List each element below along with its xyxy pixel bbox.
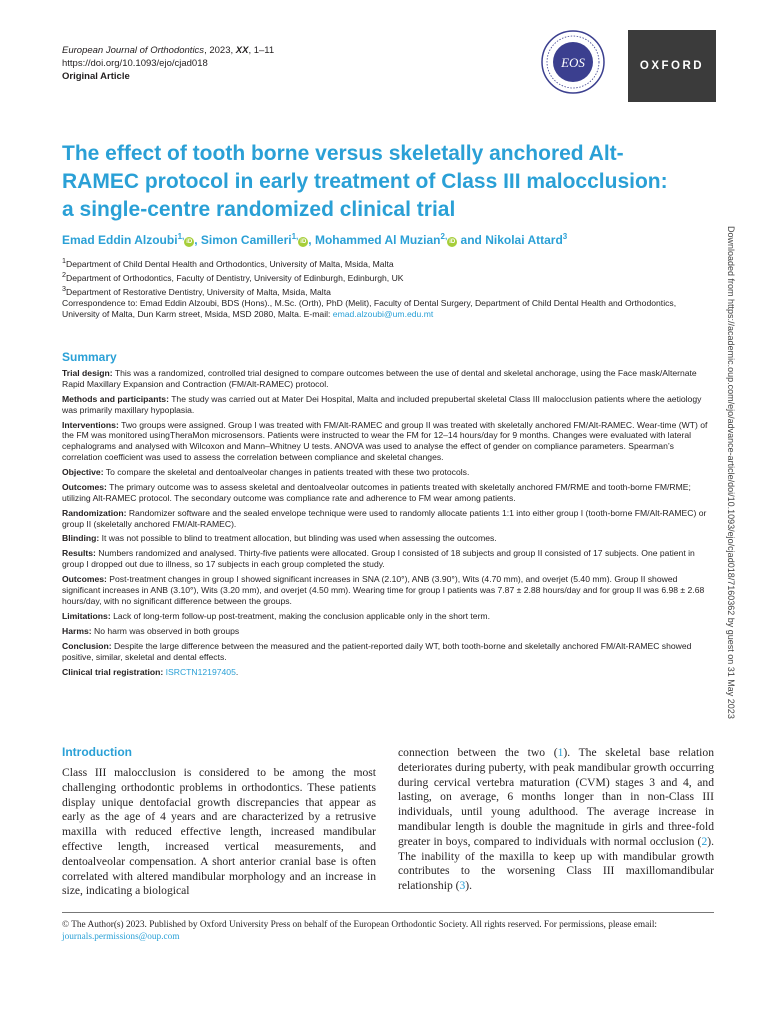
copyright-footer: © The Author(s) 2023. Published by Oxford University Press on behalf of the European Orthodontic Society. All rights reserved. For permissions, please email: journals.permissions@oup.com: [62, 920, 657, 942]
orcid-icon[interactable]: iD: [449, 239, 456, 245]
author-list: [62, 232, 702, 247]
footer-divider: [62, 912, 714, 913]
eos-seal-logo: [541, 30, 605, 94]
trial-registration: Clinical trial registration: ISRCTN12197405.: [62, 666, 239, 677]
reference-link[interactable]: 2: [701, 834, 708, 848]
correspondence-text: Correspondence to: Emad Eddin Alzoubi, BDS (Hons)., M.Sc. (Orth), PhD (Melit), Faculty of Dental Surgery, Department of Child Dental Health and Orthodontics, University of Malta, Dun Karm street, Msida, MSD 2080, Malta. E-mail:: [62, 298, 677, 319]
orcid-icon[interactable]: iD: [186, 239, 193, 245]
doi-link[interactable]: https://doi.org/10.1093/ejo/cjad018: [62, 58, 208, 69]
oxford-logo: OXFORD: [628, 30, 716, 102]
introduction-column-left: Class III malocclusion is considered to be among the most challenging orthodontic problems in orthodontics. These patients display unique dentofacial growth discrepancies that appear as early as the age of 4 years and are characterized by a retrusive maxilla with reduced effective length, increased mandibular effective length, increased vertical measurements, and dentoalveolar compensation. A short anterior cranial base is often correlated with altered mandibular morphology and an increase in size, indicating a biological: [62, 766, 376, 898]
journal-citation: [62, 44, 274, 83]
reference-link[interactable]: 1: [557, 746, 564, 759]
summary-section: Objective: To compare the skeletal and dentoalveolar changes in patients treated with these two protocols.: [62, 466, 470, 477]
article-type: Original Article: [62, 71, 130, 82]
affiliation-item: $^1$Department of Child Dental Health and Orthodontics, University of Malta, Msida, Malta: [62, 257, 394, 269]
author-affil-ref: 1,: [177, 232, 185, 241]
summary-section: Limitations: Lack of long-term follow-up post-treatment, making the conclusion applicable only in the short term.: [62, 610, 490, 621]
summary-section: Results: Numbers randomized and analysed. Thirty-five patients were allocated. Group I consisted of 18 subjects and group II consisted of 17 subjects. One patient in group I dropped out due to illness, so 17 subjects in each group completed the study.: [62, 548, 695, 570]
author-affil-ref: 2,: [440, 232, 448, 241]
journal-pages: , 1–11: [248, 45, 275, 56]
introduction-column-right: connection between the two (1). The skeletal base relation deteriorates during puberty, with peak mandibular growth occurring during cervical vertebra maturation (CVM) stages 3 and 4, and lasting, on average, 6 months longer than in non-Class III individuals, until young adulthood. The average increase in mandibular length is double the magnitude in girls and three-fold greater in boys, compared to individuals with normal occlusion (2). The inability of the maxilla to keep up with mandibular growth contributes to the worsening Class III maxillomandibular relationship (3).: [398, 746, 715, 893]
summary-section: Outcomes: Post-treatment changes in group I showed significant increases in SNA (2.10°), ANB (3.90°), Wits (4.70 mm), and overjet (5.40 mm). Group II showed significant increases in ANB (3.10°), Wits (3.20 mm), and overjet (4.50 mm). Wearing time for group I patients was 7.87 ± 2.88 hours/day and for group II was 6.98 ± 2.68 hours/day, with no significant difference between the groups.: [62, 574, 705, 606]
reference-link[interactable]: 3: [459, 879, 466, 893]
seal-text: EOS: [561, 55, 585, 70]
introduction-heading: Introduction: [62, 745, 132, 759]
summary-heading: Summary: [62, 350, 117, 364]
summary-section: Interventions: Two groups were assigned. Group I was treated with FM/Alt-RAMEC and group II was treated with skeletally anchored FM/Alt-RAMEC. Wear-time (WT) of the FM was monitored usingTheraMon microsensors. Patients were instructed to wear the FM for 12–14 hours/day for 9 months. Changes were evaluated with lateral cephalograms and analysed with Wilcoxon and Mann–Whitney U tests. ANOVA was used to analyse the effect of gender on compliance parameters. Spearman’s correlation coefficient was used to assess the correlation between compliance and skeletal changes.: [62, 419, 708, 462]
registration-link[interactable]: ISRCTN12197405: [165, 666, 236, 677]
author-affil-ref: 1,: [291, 232, 299, 241]
affiliation-item: $^2$Department of Orthodontics, Faculty of Dentistry, University of Edinburgh, Edinburgh, UK: [62, 270, 404, 283]
author-separator: ,: [308, 233, 315, 247]
summary-section: Methods and participants: The study was carried out at Mater Dei Hospital, Malta and included prepubertal skeletal Class III malocclusion patients where the aetiology was primarily maxillary hypoplasia.: [62, 393, 702, 415]
author-separator: ,: [194, 233, 201, 247]
correspondence: [62, 298, 712, 320]
summary-section: Outcomes: The primary outcome was to assess skeletal and dentoalveolar outcomes in patients treated with skeletally anchored FM/RME and tooth-borne FM/RME; utilizing Alt-RAMEC protocol. The secondary outcome was compliance rate and adherence to FM wear among patients.: [62, 481, 691, 503]
correspondence-email-link[interactable]: emad.alzoubi@um.edu.mt: [332, 309, 434, 319]
download-notice: Downloaded from https://academic.oup.com/ejo/advance-article/doi/10.1093/ejo/cjad018/7160362 by guest on 31 May 2023: [726, 226, 736, 719]
affiliation-item: $^3$Department of Restorative Dentistry, University of Malta, Msida, Malta: [62, 284, 331, 297]
journal-year: , 2023,: [204, 45, 236, 56]
orcid-icon[interactable]: iD: [300, 239, 307, 245]
journal-name: European Journal of Orthodontics: [62, 45, 205, 56]
permissions-email-link[interactable]: journals.permissions@oup.com: [62, 932, 180, 942]
author-name[interactable]: Mohammed Al Muzian: [314, 233, 441, 247]
summary-body: [62, 368, 714, 682]
summary-section: Harms: No harm was observed in both groups: [62, 625, 240, 636]
summary-section: Randomization: Randomizer software and the sealed envelope technique were used to randomly allocate patients 1:1 into either group I (tooth-borne FM/Alt-RAMEC) or group II (skeletally anchored FM/Alt-RAMEC).: [62, 507, 707, 529]
author-name[interactable]: Nikolai Attard: [485, 233, 563, 247]
author-separator: and: [457, 233, 486, 247]
author-affil-ref: 3: [562, 232, 568, 241]
summary-section: Trial design: This was a randomized, controlled trial designed to compare outcomes between the use of dental and skeletal anchorage, using the Face mask/Alternate Rapid Maxillary Expansion and Contraction (FM/Alt-RAMEC) protocol.: [62, 368, 697, 389]
summary-section: Blinding: It was not possible to blind to treatment allocation, but blinding was used when assessing the outcomes.: [62, 533, 497, 544]
author-name[interactable]: Emad Eddin Alzoubi: [62, 233, 178, 247]
article-title: The effect of tooth borne versus skeletally anchored Alt-RAMEC protocol in early treatment of Class III malocclusion: a single-centre randomized clinical trial: [62, 142, 668, 221]
author-name[interactable]: Simon Camilleri: [200, 233, 292, 247]
affiliations: [62, 256, 702, 298]
journal-volume: XX: [235, 45, 249, 56]
summary-section: Conclusion: Despite the large difference between the measured and the patient-reported daily WT, both tooth-borne and skeletally anchored FM/Alt-RAMEC showed positive, similar, skeletal and dental effects.: [62, 640, 692, 662]
